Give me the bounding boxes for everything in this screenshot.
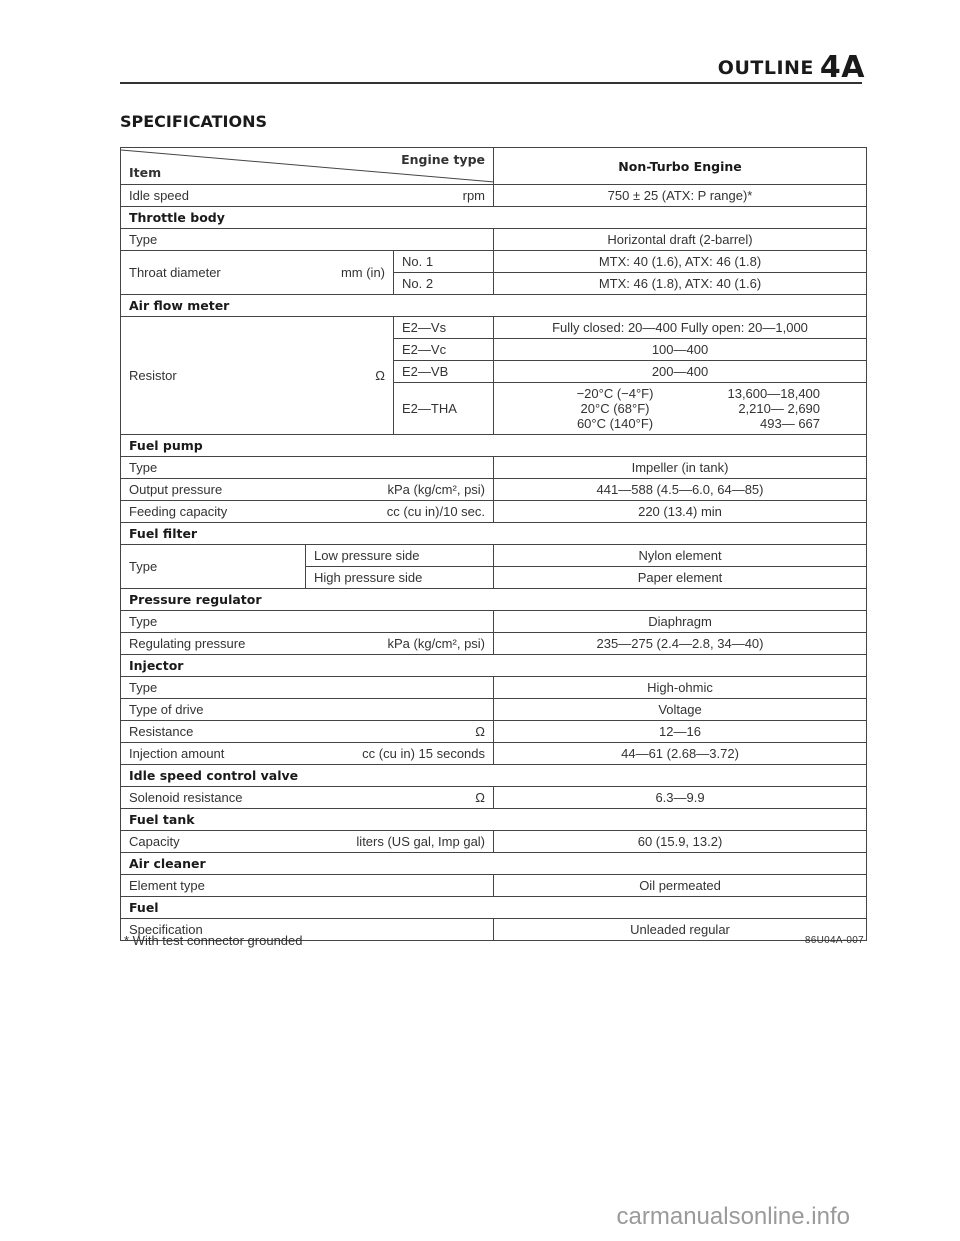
row-label: Idle speed — [129, 188, 189, 203]
row-sublabel: E2—VB — [394, 361, 494, 383]
row-value: 6.3—9.9 — [494, 787, 867, 809]
row-value: 235—275 (2.4—2.8, 34—40) — [494, 633, 867, 655]
table-row — [121, 721, 867, 743]
row-sublabel: E2—THA — [394, 383, 494, 435]
section-row-injector: Injector — [121, 655, 867, 677]
row-sublabel: No. 1 — [394, 251, 494, 273]
figure-code: 86U04A-007 — [804, 935, 864, 946]
section-row-air-flow-meter: Air flow meter — [121, 295, 867, 317]
row-sublabel: No. 2 — [394, 273, 494, 295]
row-value: 220 (13.4) min — [494, 501, 867, 523]
table-row — [121, 457, 867, 479]
footnote: * With test connector grounded — [124, 933, 303, 948]
row-value: 750 ± 25 (ATX: P range)* — [494, 185, 867, 207]
row-value: 100—400 — [494, 339, 867, 361]
tha-temp: 20°C (68°F) — [580, 401, 650, 416]
header-title-code: 4A — [819, 50, 865, 85]
row-label: Resistor — [129, 368, 177, 383]
table-row — [121, 317, 867, 339]
row-unit: mm (in) — [340, 265, 385, 280]
row-sublabel: E2—Vc — [394, 339, 494, 361]
tha-resistance: 2,210— 2,690 — [738, 401, 821, 416]
table-row — [121, 677, 867, 699]
row-unit: rpm — [462, 188, 486, 203]
row-unit: cc (cu in) 15 seconds — [362, 746, 486, 761]
row-label: Feeding capacity — [129, 504, 228, 519]
section-row-fuel-filter: Fuel filter — [121, 523, 867, 545]
row-value: Paper element — [494, 567, 867, 589]
row-label: Type — [121, 229, 494, 251]
row-label: Output pressure — [129, 482, 223, 497]
row-label: Type — [121, 545, 306, 589]
row-unit: cc (cu in)/10 sec. — [386, 504, 486, 519]
tha-resistance: 13,600—18,400 — [727, 386, 821, 401]
section-row-throttle-body: Throttle body — [121, 207, 867, 229]
row-value: 200—400 — [494, 361, 867, 383]
row-label: Type of drive — [121, 699, 494, 721]
row-sublabel: E2—Vs — [394, 317, 494, 339]
table-row — [121, 185, 867, 207]
specifications-table — [120, 147, 867, 941]
row-unit: Ω — [375, 368, 385, 383]
row-label: Regulating pressure — [129, 636, 246, 651]
section-row-pressure-regulator: Pressure regulator — [121, 589, 867, 611]
section-row-fuel: Fuel — [121, 897, 867, 919]
row-label: Element type — [121, 875, 494, 897]
row-value: Oil permeated — [494, 875, 867, 897]
row-value: Impeller (in tank) — [494, 457, 867, 479]
page-header — [718, 50, 865, 85]
table-row — [121, 501, 867, 523]
watermark: carmanualsonline.info — [616, 1203, 850, 1230]
row-value: 441—588 (4.5—6.0, 64—85) — [494, 479, 867, 501]
table-row — [121, 699, 867, 721]
row-value: MTX: 40 (1.6), ATX: 46 (1.8) — [494, 251, 867, 273]
row-unit: kPa (kg/cm², psi) — [387, 636, 486, 651]
row-value: 44—61 (2.68—3.72) — [494, 743, 867, 765]
section-row-fuel-tank: Fuel tank — [121, 809, 867, 831]
row-label: Specification — [121, 919, 494, 941]
section-title: SPECIFICATIONS — [120, 112, 268, 131]
row-sublabel: Low pressure side — [306, 545, 494, 567]
table-header-row — [121, 148, 867, 185]
row-unit: Ω — [475, 724, 486, 739]
row-unit: kPa (kg/cm², psi) — [387, 482, 486, 497]
header-engine-type-label: Engine type — [401, 152, 486, 167]
row-label: Solenoid resistance — [129, 790, 243, 805]
header-title-word: OUTLINE — [717, 57, 814, 79]
table-row — [121, 545, 867, 567]
tha-value-grid — [502, 383, 858, 434]
row-value: MTX: 46 (1.8), ATX: 40 (1.6) — [494, 273, 867, 295]
row-value: Nylon element — [494, 545, 867, 567]
row-label: Type — [121, 611, 494, 633]
row-label: Type — [121, 457, 494, 479]
header-item-label: Item — [129, 165, 162, 180]
section-row-fuel-pump: Fuel pump — [121, 435, 867, 457]
row-value: 12—16 — [494, 721, 867, 743]
row-label: Throat diameter — [129, 265, 221, 280]
table-row — [121, 251, 867, 273]
row-value: Horizontal draft (2-barrel) — [494, 229, 867, 251]
table-row — [121, 831, 867, 853]
tha-temp: 60°C (140°F) — [576, 416, 654, 431]
header-rule — [120, 82, 862, 84]
row-unit: liters (US gal, Imp gal) — [356, 834, 486, 849]
table-row — [121, 633, 867, 655]
header-non-turbo-engine: Non-Turbo Engine — [494, 148, 867, 185]
diagonal-header-cell — [121, 148, 494, 185]
row-label: Capacity — [129, 834, 180, 849]
table-row — [121, 875, 867, 897]
row-value: High-ohmic — [494, 677, 867, 699]
section-row-air-cleaner: Air cleaner — [121, 853, 867, 875]
row-sublabel: High pressure side — [306, 567, 494, 589]
table-row — [121, 743, 867, 765]
row-label: Type — [121, 677, 494, 699]
table-row — [121, 611, 867, 633]
table-row — [121, 229, 867, 251]
row-value: Diaphragm — [494, 611, 867, 633]
row-value: Fully closed: 20—400 Fully open: 20—1,000 — [494, 317, 867, 339]
row-unit: Ω — [475, 790, 486, 805]
row-label: Resistance — [129, 724, 194, 739]
tha-temp: −20°C (−4°F) — [576, 386, 654, 401]
row-value: 60 (15.9, 13.2) — [494, 831, 867, 853]
table-row — [121, 479, 867, 501]
row-label: Injection amount — [129, 746, 225, 761]
table-row — [121, 787, 867, 809]
tha-resistance: 493— 667 — [760, 416, 821, 431]
row-value: Unleaded regular — [494, 919, 867, 941]
section-row-idle-speed-control-valve: Idle speed control valve — [121, 765, 867, 787]
row-value: Voltage — [494, 699, 867, 721]
